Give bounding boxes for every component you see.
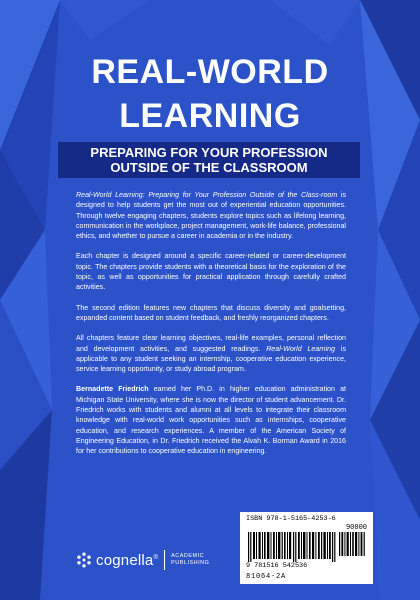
- publisher-division: ACADEMIC PUBLISHING: [171, 553, 210, 566]
- subtitle-line2: OUTSIDE OF THE CLASSROOM: [110, 160, 308, 175]
- paragraph-text: is designed to help students get the most out of experiential education opportunities. Through twelve engaging chapters, students explore topics such as lifelong learning, communication in the workplace, project management, work-life balance, professional ethics, and whether to pursue a career in academia or in the industry.: [76, 191, 347, 241]
- subtitle-line1: PREPARING FOR YOUR PROFESSION: [90, 145, 328, 160]
- paragraph-text: All chapters feature clear learning objectives, real-life examples, personal reflection and development activities, and suggested readings.: [76, 334, 346, 353]
- price-code: 90000: [345, 524, 367, 532]
- features-paragraph: [76, 333, 346, 374]
- chapter-paragraph: Each chapter is designed around a specific career-related or career-development topic. The chapters provide students with a theoretical basis for the exploration of the topic, as well as opportunities for practical application through carefully crafted activities.: [76, 252, 346, 292]
- publisher-name: cognella®: [96, 551, 159, 569]
- product-code: 81064-2A: [246, 573, 287, 581]
- barcode-digits: 9 781516 542536: [246, 562, 308, 570]
- isbn-barcode: [240, 512, 373, 584]
- edition-paragraph: The second edition features new chapters that discuss diversity and goalsetting, expanded content based on student feedback, and freshly reorganized chapters.: [76, 303, 346, 322]
- book-title-line2: LEARNING: [119, 97, 301, 135]
- logo-divider: [164, 550, 165, 570]
- author-bio-paragraph: [76, 384, 346, 456]
- book-title-italic: Real-World Learning: [266, 344, 336, 353]
- publisher-logo: [76, 548, 209, 572]
- subtitle-banner: [58, 142, 360, 178]
- book-title-italic: Real-World Learning: Preparing for Your Profession Outside of the Class-room: [76, 191, 338, 199]
- description-text: [76, 190, 346, 457]
- author-bio-text: earned her Ph.D. in higher education administration at Michigan State University, where she is now the director of student advancement. Dr. Friedrich works with students and alumni at all levels to integrate their classroom knowledge with real-world work opportunities such as internships, cooperative education, and research experiences. A member of the American Society of Engineering Education, in Dr. Friedrich received the Alvah K. Borman Award in 2016 for her contributions to cooperative education in engineering.: [76, 385, 346, 456]
- isbn-number: ISBN 978-1-5165-4253-6: [246, 515, 336, 523]
- paragraph-text: is applicable to any student seeking an internship, cooperative education experience, service learning opportunity, or study abroad program.: [76, 344, 346, 374]
- book-title-line1: REAL-WORLD: [91, 53, 329, 91]
- author-name: Bernadette Friedrich: [76, 385, 149, 394]
- cognella-mark-icon: [76, 552, 92, 568]
- barcode-bars-icon: [246, 524, 367, 562]
- description-paragraph: [76, 190, 346, 241]
